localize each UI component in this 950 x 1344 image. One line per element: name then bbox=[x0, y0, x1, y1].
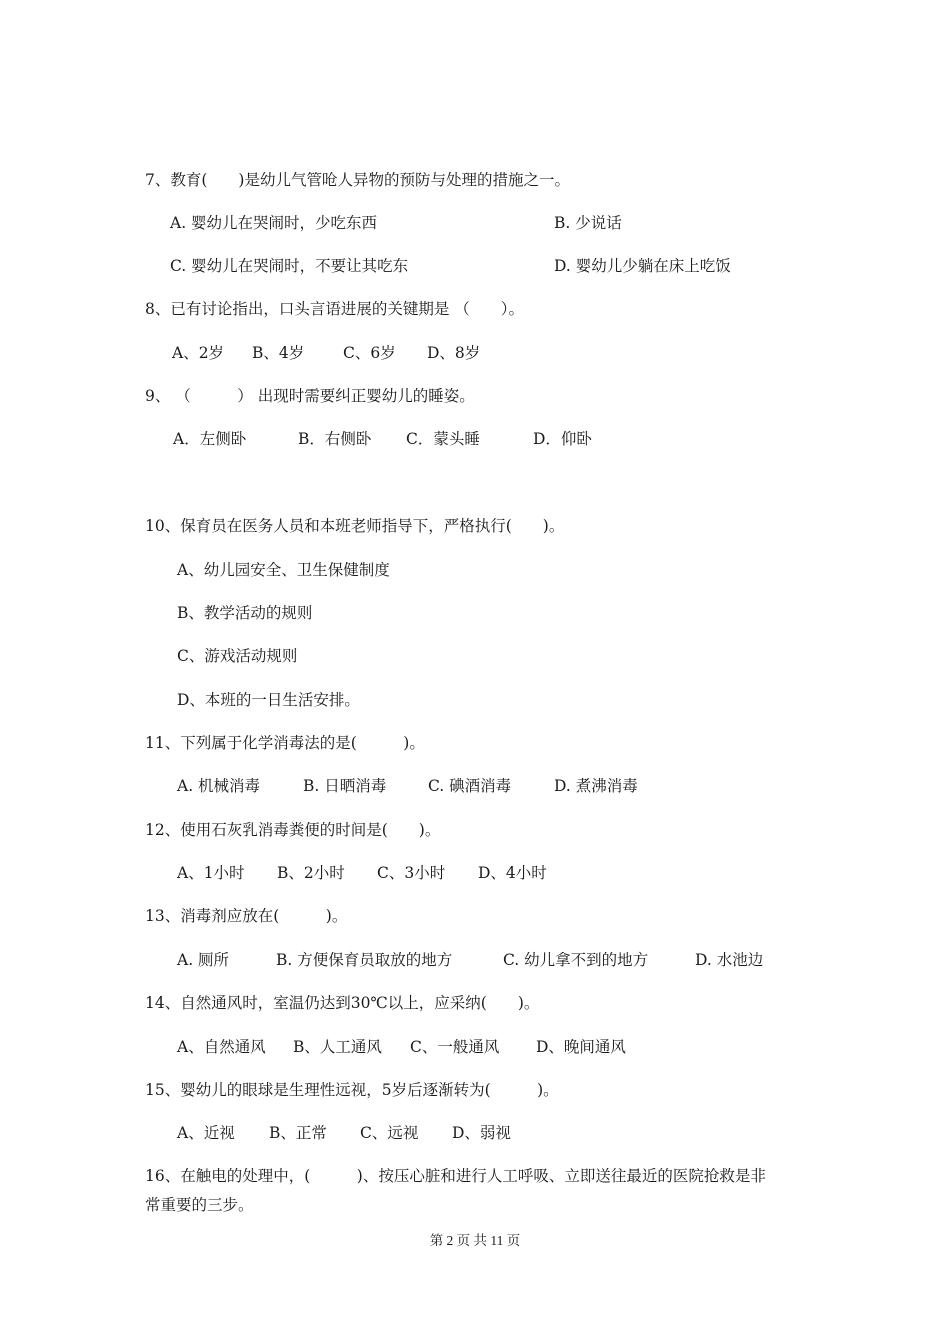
question-9-option-d: D．仰卧 bbox=[533, 430, 592, 448]
question-9-option-b: B．右侧卧 bbox=[298, 430, 372, 448]
question-15-option-c: C、远视 bbox=[360, 1124, 419, 1142]
question-11-option-d: D. 煮沸消毒 bbox=[554, 777, 638, 795]
question-8-stem: 8、已有讨论指出，口头言语进展的关键期是 （ ）。 bbox=[145, 300, 525, 318]
question-12-option-c: C、3小时 bbox=[377, 864, 446, 882]
question-16-stem-line-1: 16、在触电的处理中，( )、按压心脏和进行人工呼吸、立即送往最近的医院抢救是非 bbox=[145, 1167, 766, 1185]
question-10-stem: 10、保育员在医务人员和本班老师指导下，严格执行( )。 bbox=[145, 517, 565, 535]
question-10-option-c: C、游戏活动规则 bbox=[177, 647, 298, 665]
question-15-option-a: A、近视 bbox=[177, 1124, 235, 1142]
question-10-option-b: B、教学活动的规则 bbox=[177, 604, 313, 622]
question-9-option-a: A．左侧卧 bbox=[173, 430, 247, 448]
question-15-option-d: D、弱视 bbox=[452, 1124, 511, 1142]
question-13-option-a: A. 厕所 bbox=[177, 951, 230, 969]
question-8-option-d: D、8岁 bbox=[427, 344, 481, 362]
question-7-option-b: B. 少说话 bbox=[554, 214, 622, 232]
question-14-option-a: A、自然通风 bbox=[177, 1038, 266, 1056]
question-12-stem: 12、使用石灰乳消毒粪便的时间是( )。 bbox=[145, 821, 441, 839]
question-8-option-b: B、4岁 bbox=[252, 344, 305, 362]
question-7-option-c: C. 婴幼儿在哭闹时，不要让其吃东 bbox=[170, 257, 409, 275]
question-9-stem: 9、 （ ） 出现时需要纠正婴幼儿的睡姿。 bbox=[145, 387, 475, 405]
question-10-option-d: D、本班的一日生活安排。 bbox=[177, 691, 360, 709]
question-10-option-a: A、幼儿园安全、卫生保健制度 bbox=[177, 561, 390, 579]
question-16-stem-line-2: 常重要的三步。 bbox=[145, 1196, 254, 1214]
question-14-option-b: B、人工通风 bbox=[293, 1038, 382, 1056]
question-14-option-d: D、晚间通风 bbox=[536, 1038, 626, 1056]
page-number-footer: 第 2 页 共 11 页 bbox=[429, 1233, 521, 1248]
question-11-option-b: B. 日晒消毒 bbox=[303, 777, 387, 795]
question-12-option-d: D、4小时 bbox=[478, 864, 547, 882]
question-13-stem: 13、消毒剂应放在( )。 bbox=[145, 907, 348, 925]
question-11-stem: 11、下列属于化学消毒法的是( )。 bbox=[145, 734, 425, 752]
question-7-option-a: A. 婴幼儿在哭闹时，少吃东西 bbox=[170, 214, 378, 232]
question-12-option-b: B、2小时 bbox=[277, 864, 345, 882]
question-14-option-c: C、一般通风 bbox=[410, 1038, 500, 1056]
question-13-option-d: D. 水池边 bbox=[695, 951, 764, 969]
question-13-option-c: C. 幼儿拿不到的地方 bbox=[503, 951, 649, 969]
question-7-stem: 7、教育( )是幼儿气管呛人异物的预防与处理的措施之一。 bbox=[145, 171, 570, 189]
question-15-stem: 15、婴幼儿的眼球是生理性远视，5岁后逐渐转为( )。 bbox=[145, 1081, 559, 1099]
question-7-option-d: D. 婴幼儿少躺在床上吃饭 bbox=[554, 257, 731, 275]
question-13-option-b: B. 方便保育员取放的地方 bbox=[276, 951, 453, 969]
question-8-option-a: A、2岁 bbox=[172, 344, 225, 362]
question-8-option-c: C、6岁 bbox=[343, 344, 396, 362]
question-14-stem: 14、自然通风时，室温仍达到30℃以上，应采纳( )。 bbox=[145, 994, 540, 1012]
question-11-option-a: A. 机械消毒 bbox=[177, 777, 261, 795]
question-15-option-b: B、正常 bbox=[269, 1124, 327, 1142]
question-9-option-c: C．蒙头睡 bbox=[406, 430, 480, 448]
question-11-option-c: C. 碘酒消毒 bbox=[428, 777, 512, 795]
question-12-option-a: A、1小时 bbox=[177, 864, 245, 882]
